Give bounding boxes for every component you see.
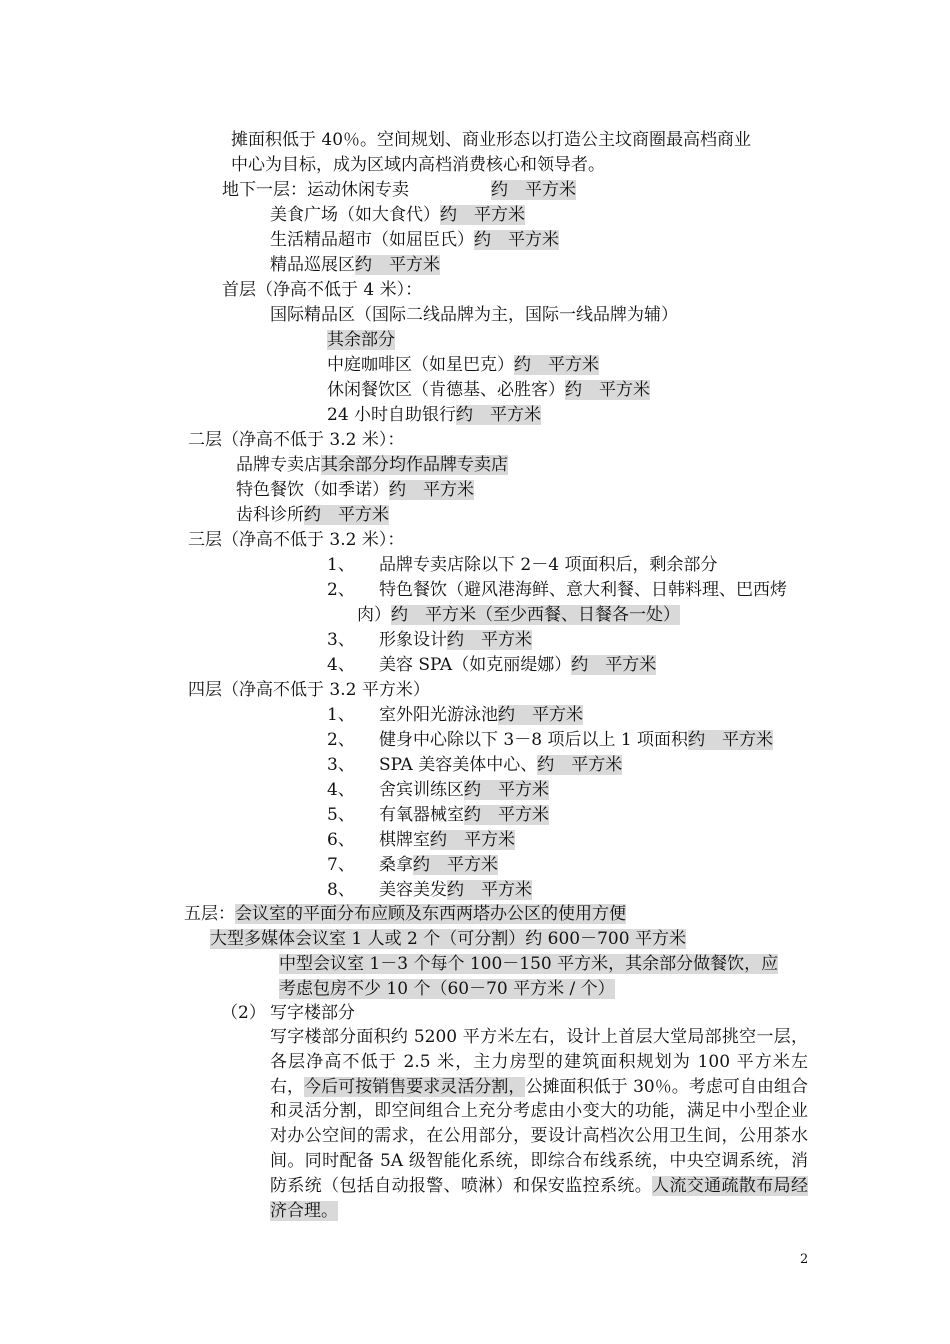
floor4-item: 2、 健身中心除以下 3－8 项后以上 1 项面积约 平方米 bbox=[327, 730, 774, 750]
intro-line-1: 摊面积低于 40％。空间规划、商业形态以打造公主坟商圈最高档商业 bbox=[231, 130, 752, 150]
floor1-item: 中庭咖啡区（如星巴克）约 平方米 bbox=[327, 355, 599, 375]
floor1-rest: 其余部分 bbox=[327, 330, 395, 350]
floor2-heading: 二层（净高不低于 3.2 米）： bbox=[188, 430, 405, 450]
floor2-item: 品牌专卖店其余部分均作品牌专卖店 bbox=[236, 455, 508, 475]
floor4-item: 1、 室外阳光游泳池约 平方米 bbox=[327, 705, 583, 725]
floor4-item: 5、 有氧器械室约 平方米 bbox=[327, 805, 549, 825]
floor4-item: 4、 舍宾训练区约 平方米 bbox=[327, 780, 549, 800]
floor5-mid-room-cont: 考虑包房不少 10 个（60－70 平方米 / 个） bbox=[279, 979, 615, 999]
floor3-item-cont: 肉）约 平方米（至少西餐、日餐各一处） bbox=[357, 605, 680, 625]
floor2-item: 齿科诊所约 平方米 bbox=[236, 505, 389, 525]
floor5-heading: 五层：会议室的平面分布应顾及东西两塔办公区的使用方便 bbox=[184, 904, 626, 924]
basement-heading: 地下一层：运动休闲专卖 约 平方米 bbox=[222, 180, 576, 200]
basement-item: 生活精品超市（如屈臣氏）约 平方米 bbox=[270, 230, 559, 250]
floor3-item: 1、 品牌专卖店除以下 2－4 项面积后，剩余部分 bbox=[327, 555, 718, 575]
office-paragraph: 写字楼部分面积约 5200 平方米左右，设计上首层大堂局部挑空一层，各层净高不低于 2.5 米，主力房型的建筑面积规划为 100 平方米左右，今后可按销售要求灵活分割，公摊面积低于 30％。考虑可自由组合和灵活分割，即空间组合上充分考虑由小变大的功能，满足中小型企业对办公空间的需求，在公用部分，要设计高档次公用卫生间，公用茶水间。同时配备 5A 级智能化系统，即综合布线系统，中央空调系统，消防系统（包括自动报警、喷淋）和保安监控系统。人流交通疏散布局经济合理。 bbox=[270, 1027, 809, 1221]
floor4-heading: 四层（净高不低于 3.2 平方米） bbox=[188, 680, 430, 700]
floor1-intl: 国际精品区（国际二线品牌为主，国际一线品牌为辅） bbox=[270, 305, 678, 325]
floor3-item: 2、 特色餐饮（避风港海鲜、意大利餐、日韩料理、巴西烤 bbox=[327, 580, 787, 600]
basement-item: 精品巡展区约 平方米 bbox=[270, 255, 440, 275]
floor1-item: 24 小时自助银行约 平方米 bbox=[327, 405, 542, 425]
floor3-item: 4、 美容 SPA（如克丽缇娜）约 平方米 bbox=[327, 655, 657, 675]
floor4-item: 7、 桑拿约 平方米 bbox=[327, 855, 498, 875]
floor2-item: 特色餐饮（如季诺）约 平方米 bbox=[236, 480, 474, 500]
floor4-item: 8、 美容美发约 平方米 bbox=[327, 880, 532, 900]
basement-area: 约 平方米 bbox=[491, 180, 576, 200]
floor1-item: 休闲餐饮区（肯德基、必胜客）约 平方米 bbox=[327, 380, 650, 400]
floor3-item: 3、 形象设计约 平方米 bbox=[327, 630, 532, 650]
floor3-heading: 三层（净高不低于 3.2 米）： bbox=[188, 530, 405, 550]
page-number: 2 bbox=[800, 1252, 809, 1267]
floor4-item: 6、 棋牌室约 平方米 bbox=[327, 830, 515, 850]
intro-line-2: 中心为目标，成为区域内高档消费核心和领导者。 bbox=[231, 155, 605, 175]
floor4-item: 3、 SPA 美容美体中心、约 平方米 bbox=[327, 755, 623, 775]
floor1-heading: 首层（净高不低于 4 米）： bbox=[222, 280, 423, 300]
floor5-large-room: 大型多媒体会议室 1 人或 2 个（可分割）约 600－700 平方米 bbox=[210, 929, 686, 949]
floor5-mid-room: 中型会议室 1－3 个每个 100－150 平方米，其余部分做餐饮，应 bbox=[279, 954, 779, 974]
basement-item: 美食广场（如大食代）约 平方米 bbox=[270, 205, 525, 225]
office-heading: （2） 写字楼部分 bbox=[221, 1003, 355, 1023]
